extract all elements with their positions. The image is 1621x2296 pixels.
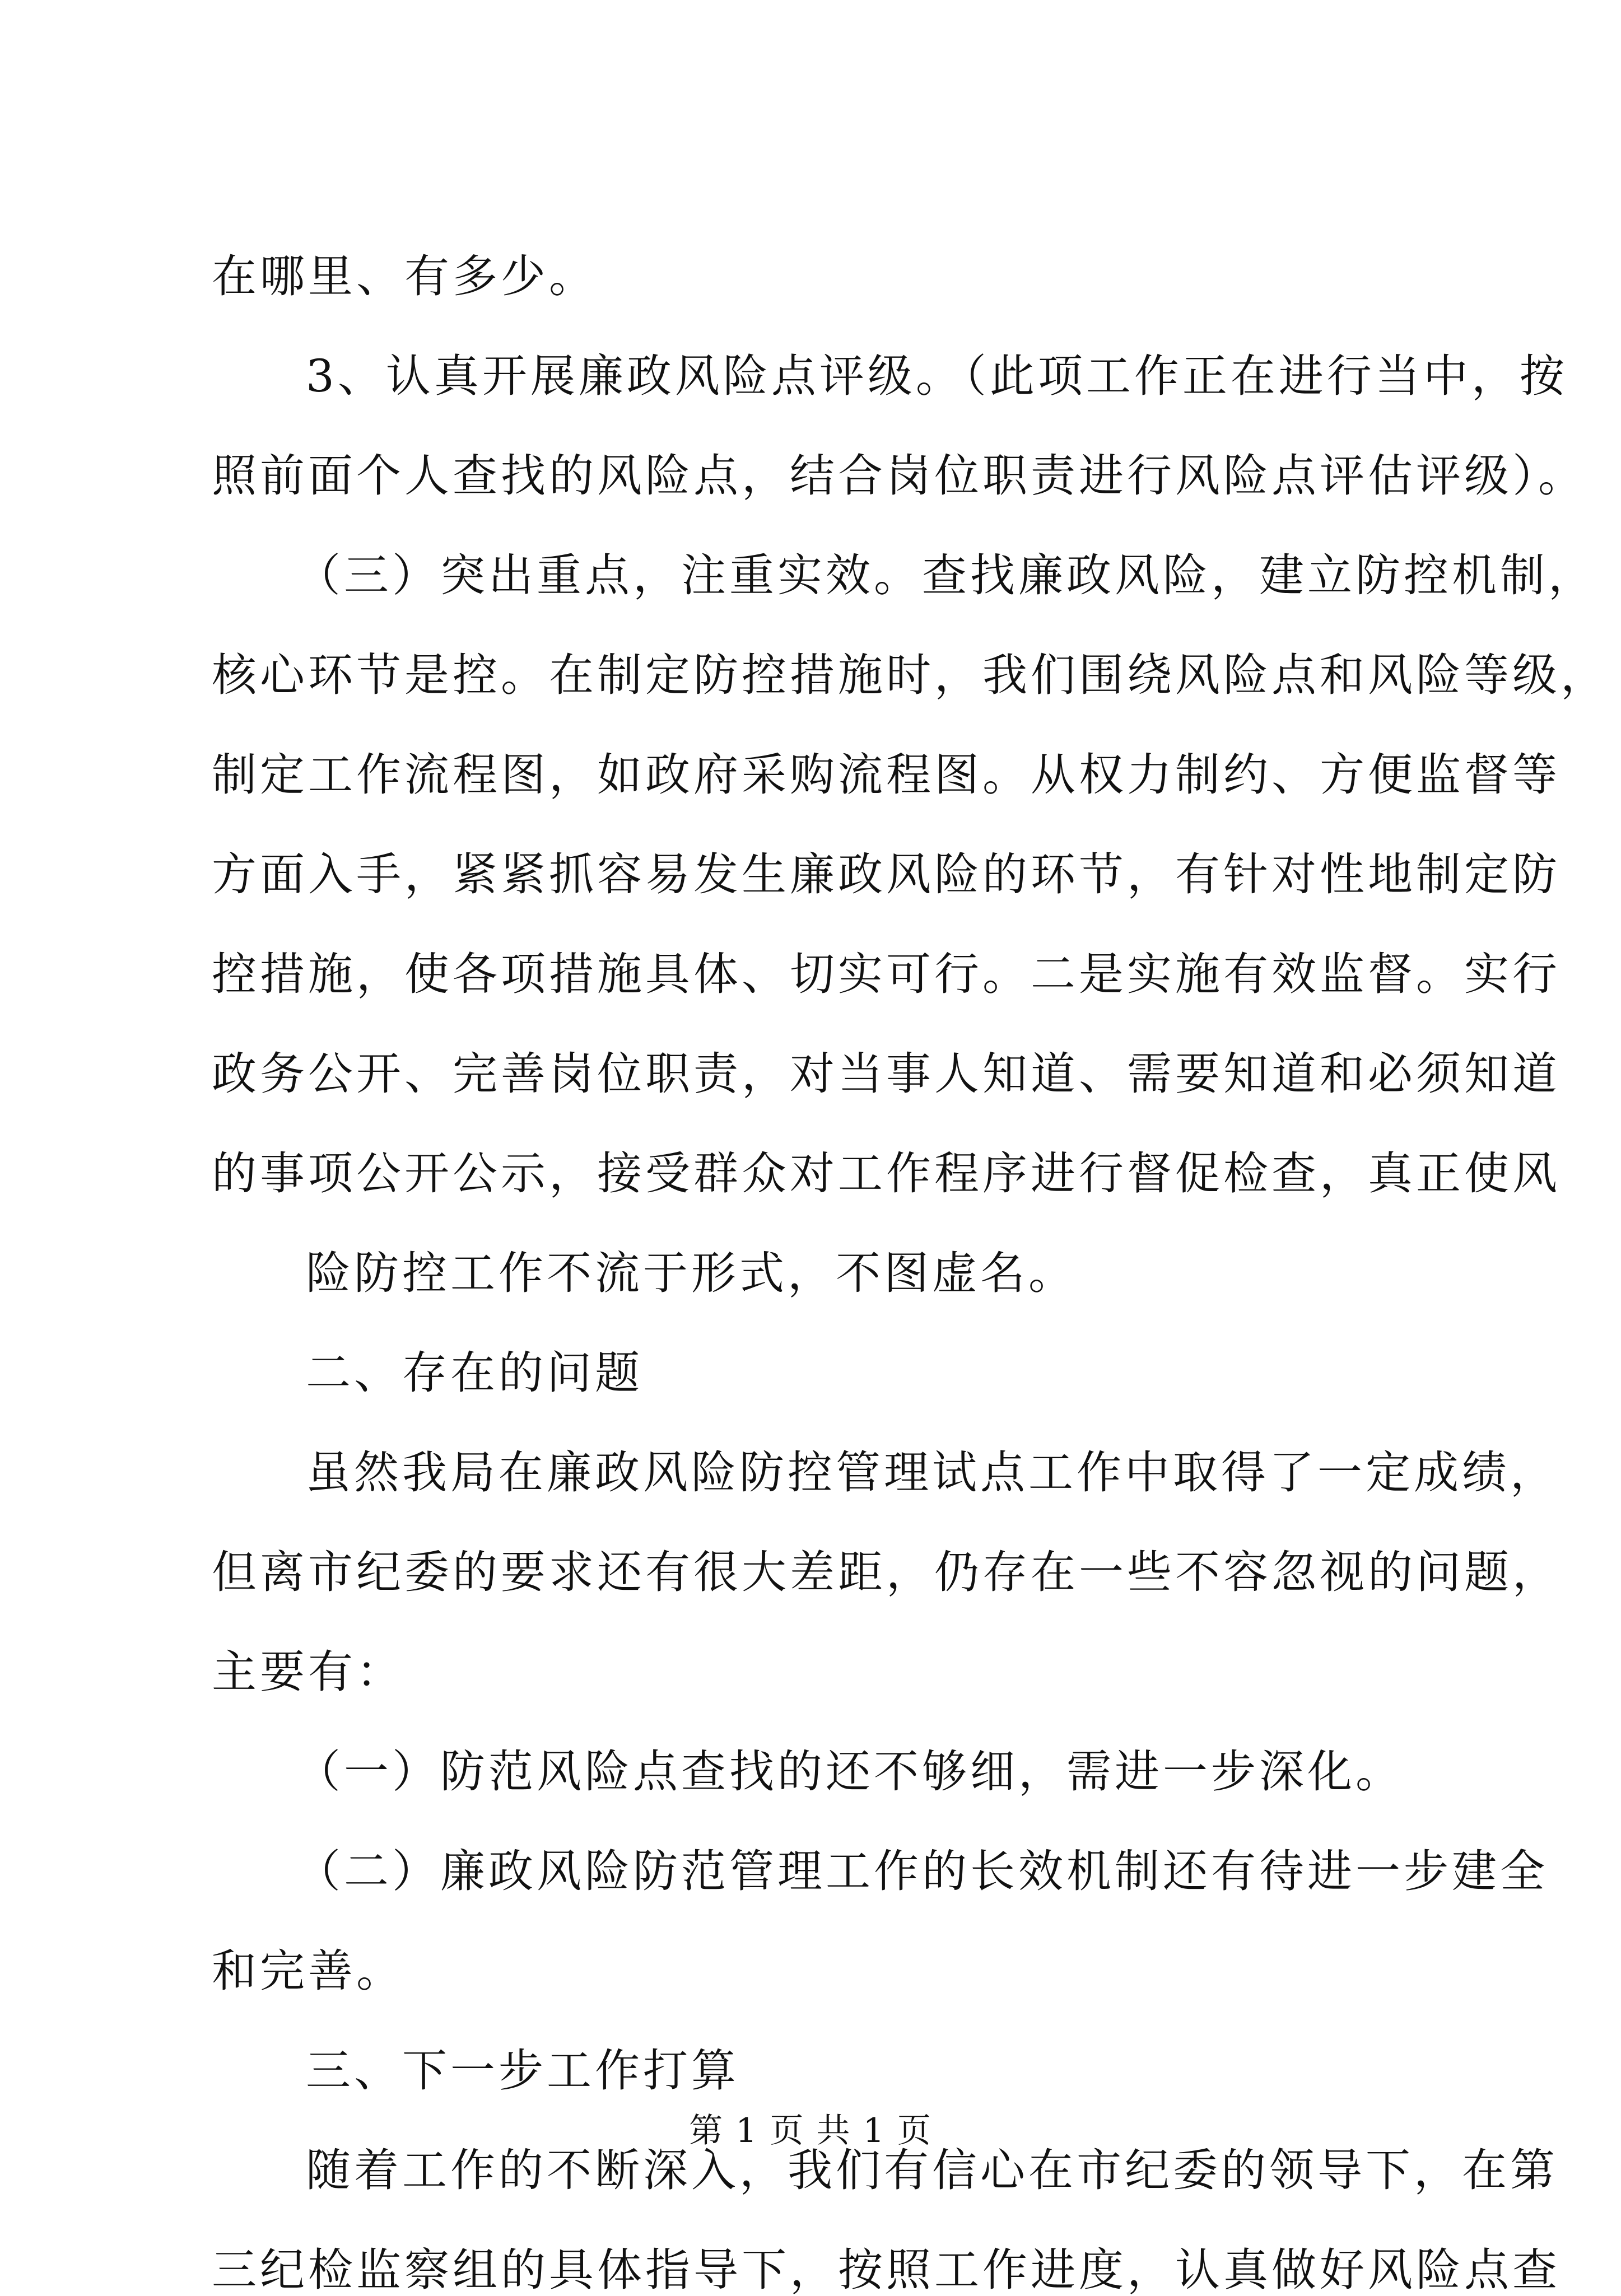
text-line: 政务公开、完善岗位职责，对当事人知道、需要知道和必须知道 (212, 1048, 1561, 1100)
text-line: 核心环节是控。在制定防控措施时，我们围绕风险点和风险等级， (212, 649, 1609, 701)
text-line: 3、认真开展廉政风险点评级。（此项工作正在进行当中，按 (306, 350, 1568, 402)
text-line: （一）防范风险点查找的还不够细，需进一步深化。 (296, 1746, 1404, 1798)
section-heading: 三、下一步工作打算 (306, 2045, 739, 2097)
text-line: 三纪检监察组的具体指导下，按照工作进度，认真做好风险点查 (212, 2244, 1561, 2296)
text-line: 险防控工作不流于形式，不图虚名。 (306, 1247, 1077, 1299)
section-heading: 二、存在的问题 (306, 1347, 643, 1399)
text-line: 在哪里、有多少。 (212, 250, 597, 302)
text-line: 方面入手，紧紧抓容易发生廉政风险的环节，有针对性地制定防 (212, 848, 1561, 900)
text-line: （三）突出重点，注重实效。查找廉政风险，建立防控机制， (296, 549, 1596, 601)
page-footer: 第 1 页 共 1 页 (689, 2111, 932, 2150)
text-line: 制定工作流程图，如政府采购流程图。从权力制约、方便监督等 (212, 749, 1561, 801)
body-text (212, 250, 1609, 2296)
text-line: 的事项公开公示，接受群众对工作程序进行督促检查，真正使风 (212, 1147, 1561, 1200)
text-line: 照前面个人查找的风险点，结合岗位职责进行风险点评估评级）。 (212, 450, 1586, 502)
text-line: 虽然我局在廉政风险防控管理试点工作中取得了一定成绩， (306, 1446, 1558, 1499)
text-line: （二）廉政风险防范管理工作的长效机制还有待进一步建全 (296, 1845, 1548, 1897)
text-line: 主要有： (212, 1646, 404, 1698)
text-line: 但离市纪委的要求还有很大差距，仍存在一些不容忽视的问题， (212, 1546, 1561, 1598)
text-line: 控措施，使各项措施具体、切实可行。二是实施有效监督。实行 (212, 948, 1561, 1000)
text-line: 随着工作的不断深入，我们有信心在市纪委的领导下，在第 (306, 2144, 1558, 2196)
text-line: 和完善。 (212, 1945, 404, 1997)
